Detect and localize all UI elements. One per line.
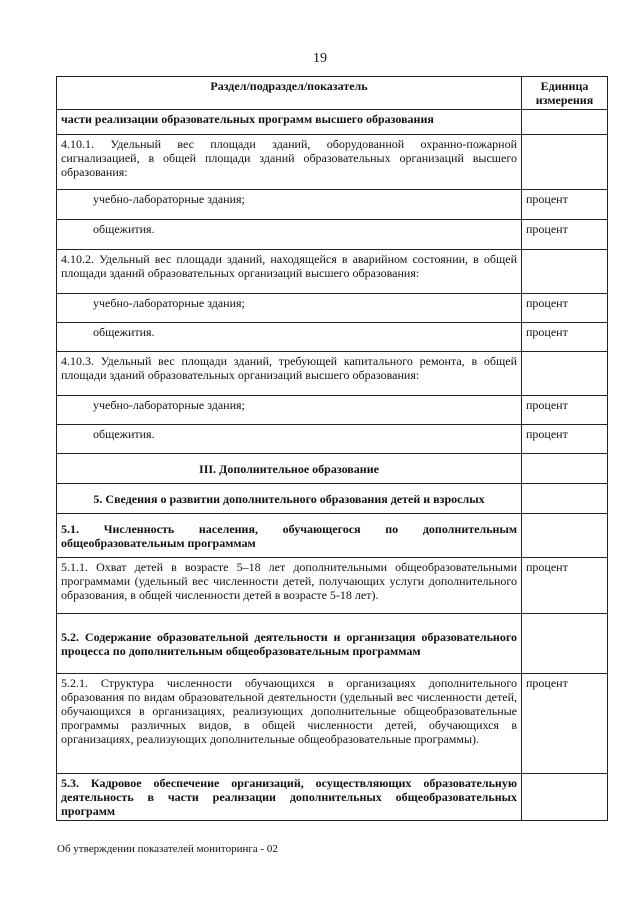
subsection-5-2: 5.2. Содержание образовательной деятельности и организация образовательного процесса по дополнительным общеобразовательным программам [57, 614, 522, 674]
table-row [57, 220, 608, 250]
header-unit-line2: измерения [535, 93, 594, 107]
unit-cell-empty [522, 454, 608, 484]
table-row [57, 614, 608, 674]
subsection-5-1: 5.1. Численность населения, обучающегося по дополнительным общеобразовательным программам [57, 514, 522, 558]
unit-cell: процент [522, 558, 608, 614]
table-row [57, 323, 608, 352]
unit-cell-empty [522, 614, 608, 674]
unit-cell: процент [522, 674, 608, 774]
table-row [57, 352, 608, 396]
unit-cell-empty [522, 484, 608, 514]
sub-dormitories: общежития. [57, 425, 522, 454]
sub-dormitories: общежития. [57, 220, 522, 250]
unit-cell: процент [522, 294, 608, 323]
indicator-4-10-3: 4.10.3. Удельный вес площади зданий, требующей капитального ремонта, в общей площади зданий образовательных организаций высшего образования: [57, 352, 522, 396]
sub-dormitories: общежития. [57, 323, 522, 352]
table-row [57, 190, 608, 220]
unit-cell-empty [522, 514, 608, 558]
header-section: Раздел/подраздел/показатель [57, 77, 522, 110]
indicator-5-2-1: 5.2.1. Структура численности обучающихся в организациях дополнительного образования по видам образовательной деятельности (удельный вес численности детей, обучающихся в организациях, реализующих дополнительные общеобразовательные программы различных видов, в общей численности детей, обучающихся в организациях, реализующих дополнительные общеобразовательные программы). [57, 674, 522, 774]
page-number: 19 [313, 51, 327, 66]
sub-lab-buildings: учебно-лабораторные здания; [57, 396, 522, 425]
unit-cell-empty [522, 110, 608, 135]
unit-cell-empty [522, 352, 608, 396]
indicator-4-10-2: 4.10.2. Удельный вес площади зданий, находящейся в аварийном состоянии, в общей площади зданий образовательных организаций высшего образования: [57, 250, 522, 294]
header-unit [522, 77, 608, 110]
document-footer: Об утверждении показателей мониторинга - 02 [57, 843, 278, 855]
table-row [57, 294, 608, 323]
table-row [57, 674, 608, 774]
table-row [57, 110, 608, 135]
table-row [57, 425, 608, 454]
indicator-5-1-1: 5.1.1. Охват детей в возрасте 5–18 лет дополнительными общеобразовательными программами (удельный вес численности детей, получающих услуги дополнительного образования, в общей численности детей в возрасте 5-18 лет). [57, 558, 522, 614]
table-row [57, 774, 608, 821]
unit-cell: процент [522, 323, 608, 352]
unit-cell-empty [522, 135, 608, 190]
section-heading-III: III. Дополнительное образование [57, 454, 522, 484]
indicators-table [56, 76, 608, 821]
table-row [57, 558, 608, 614]
sub-lab-buildings: учебно-лабораторные здания; [57, 294, 522, 323]
subsection-5-3: 5.3. Кадровое обеспечение организаций, осуществляющих образовательную деятельность в части реализации дополнительных общеобразовательных программ [57, 774, 522, 821]
indicator-4-10-1: 4.10.1. Удельный вес площади зданий, оборудованной охранно-пожарной сигнализацией, в общей площади зданий образовательных организаций высшего образования: [57, 135, 522, 190]
unit-cell: процент [522, 396, 608, 425]
unit-cell: процент [522, 220, 608, 250]
unit-cell-empty [522, 774, 608, 821]
unit-cell: процент [522, 425, 608, 454]
header-unit-line1: Единица [540, 79, 589, 93]
table-row [57, 514, 608, 558]
table-header-row [57, 77, 608, 110]
table-row [57, 484, 608, 514]
table-row [57, 396, 608, 425]
continued-heading: части реализации образовательных программ высшего образования [57, 110, 522, 135]
unit-cell: процент [522, 190, 608, 220]
table-row [57, 454, 608, 484]
table-row [57, 250, 608, 294]
section-heading-5: 5. Сведения о развитии дополнительного образования детей и взрослых [57, 484, 522, 514]
unit-cell-empty [522, 250, 608, 294]
sub-lab-buildings: учебно-лабораторные здания; [57, 190, 522, 220]
table-row [57, 135, 608, 190]
